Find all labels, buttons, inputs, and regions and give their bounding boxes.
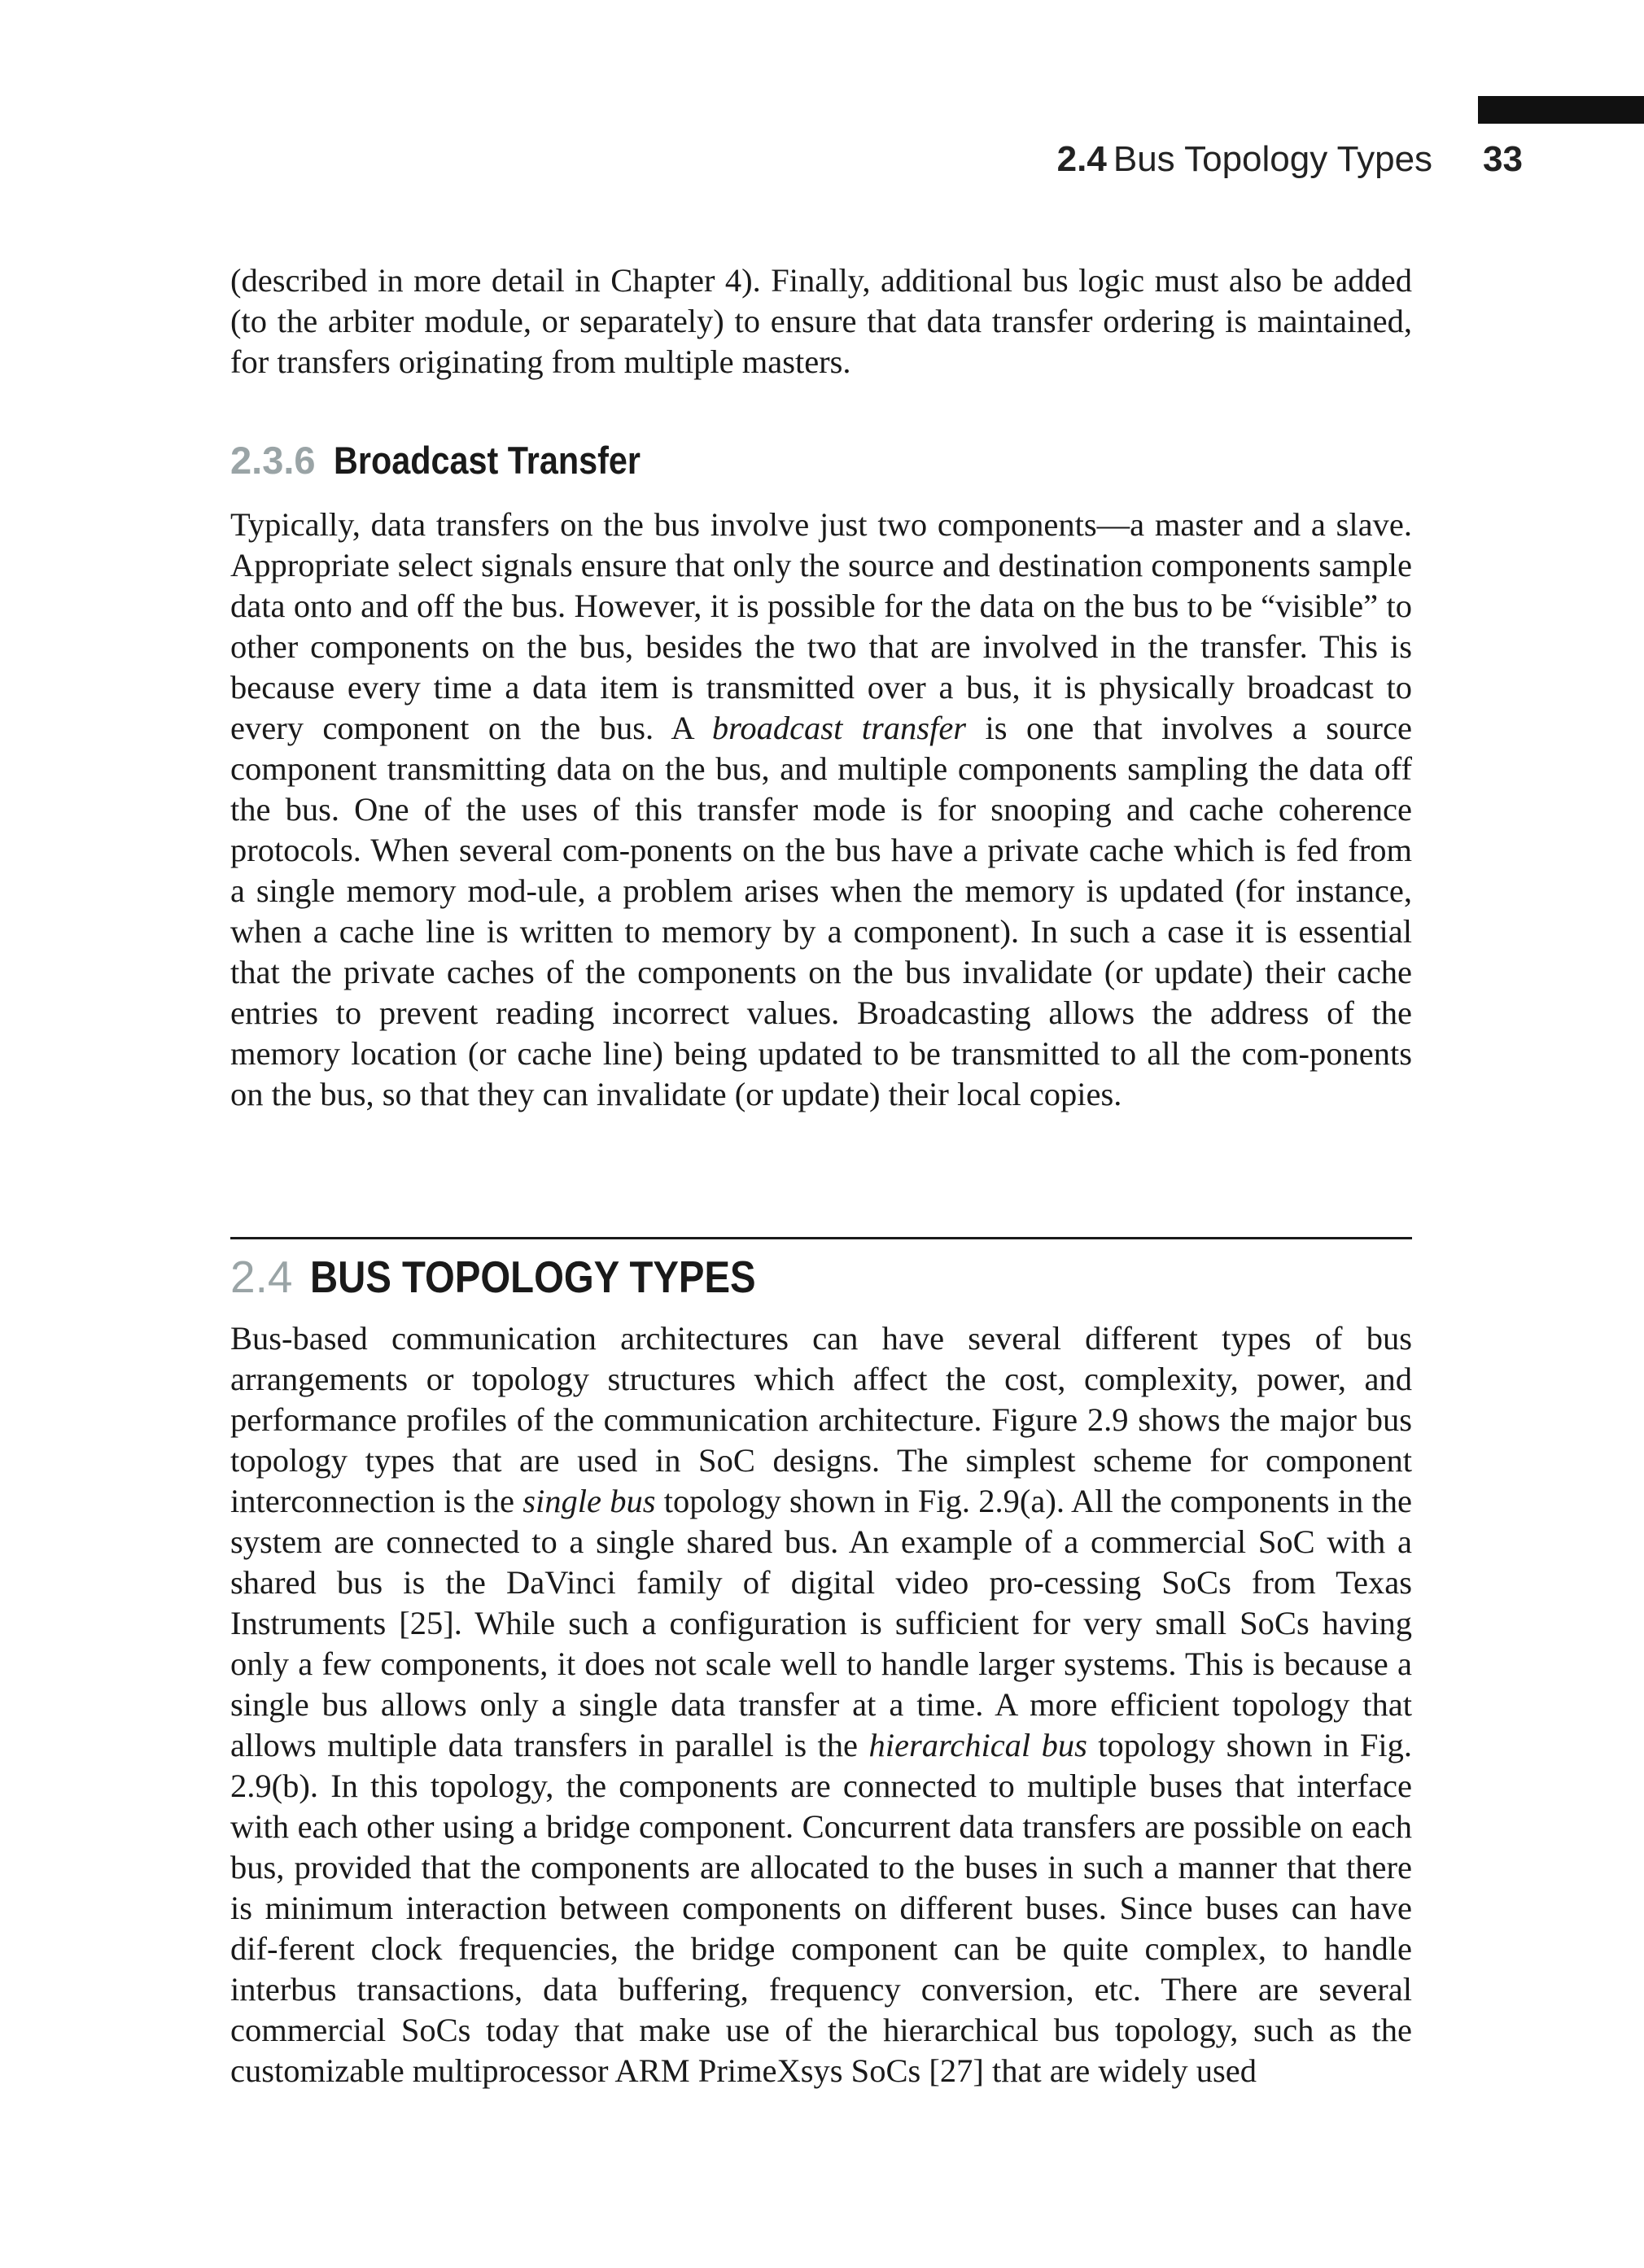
term-hierarchical-bus: hierarchical bus bbox=[868, 1727, 1087, 1763]
section-number: 2.4 bbox=[230, 1252, 293, 1302]
paragraph-2-text bbox=[230, 505, 1412, 1115]
subsection-title: Broadcast Transfer bbox=[333, 439, 641, 482]
subsection-number: 2.3.6 bbox=[230, 439, 316, 482]
paragraph-bus-topology-types bbox=[230, 1318, 1412, 2091]
paragraph-broadcast-transfer bbox=[230, 505, 1412, 1115]
section-title: BUS TOPOLOGY TYPES bbox=[310, 1252, 757, 1302]
term-broadcast-transfer: broadcast transfer bbox=[711, 710, 967, 746]
running-head-section-title: Bus Topology Types bbox=[1113, 139, 1433, 179]
running-head bbox=[895, 135, 1523, 184]
section-heading bbox=[230, 1250, 1412, 1304]
running-head-section-number: 2.4 bbox=[1056, 139, 1107, 179]
paragraph-continued bbox=[230, 260, 1412, 382]
page-number: 33 bbox=[1483, 139, 1523, 179]
paragraph-2-part-1: Typically, data transfers on the bus involve just two components—a master and a slave. Appropriate select signals ensure that only the source and destination components sample data onto and off the bus. However, it is possible for the data on the bus to be “visible” to other components on the bus, besides the two that are involved in the transfer. This is because every time a data item is transmitted over a bus, it is physically broadcast to every component on the bus. A bbox=[230, 506, 1412, 746]
subsection-heading bbox=[230, 436, 1412, 485]
paragraph-3-text bbox=[230, 1318, 1412, 2091]
term-single-bus: single bus bbox=[522, 1483, 656, 1519]
chapter-tab-marker bbox=[1478, 96, 1644, 124]
paragraph-2-part-2: is one that involves a source component transmitting data on the bus, and multiple components sampling the data off the bus. One of the uses of this transfer mode is for snooping and cache coherence protocols. When several com-ponents on the bus have a private cache which is fed from a single memory mod-ule, a problem arises when the memory is updated (for instance, when a cache line is written to memory by a component). In such a case it is essential that the private caches of the components on the bus invalidate (or update) their cache entries to prevent reading incorrect values. Broadcasting allows the address of the memory location (or cache line) being updated to be transmitted to all the com-ponents on the bus, so that they can invalidate (or update) their local copies. bbox=[230, 710, 1412, 1112]
paragraph-3-part-2: topology shown in Fig. 2.9(a). All the components in the system are connected to a single shared bus. An example of a commercial SoC with a shared bus is the DaVinci family of digital video pro-cessing SoCs from Texas Instruments [25]. While such a configuration is sufficient for very small SoCs having only a few components, it does not scale well to handle larger systems. This is because a single bus allows only a single data transfer at a time. A more efficient topology that allows multiple data transfers in parallel is the bbox=[230, 1483, 1412, 1763]
paragraph-1-text: (described in more detail in Chapter 4). Finally, additional bus logic must also be added (to the arbiter module, or separately) to ensure that data transfer ordering is maintained, for transfers originating from multiple masters. bbox=[230, 262, 1412, 380]
section-divider-rule bbox=[230, 1237, 1412, 1239]
paragraph-3-part-3: topology shown in Fig. 2.9(b). In this topology, the components are connected to multiple buses that interface with each other using a bridge component. Concurrent data transfers are possible on each bus, provided that the components are allocated to the buses in such a manner that there is minimum interaction between components on different buses. Since buses can have dif-ferent clock frequencies, the bridge component can be quite complex, to handle interbus transactions, data buffering, frequency conversion, etc. There are several commercial SoCs today that make use of the hierarchical bus topology, such as the customizable multiprocessor ARM PrimeXsys SoCs [27] that are widely used bbox=[230, 1727, 1413, 2089]
paragraph-3-part-1: Bus-based communication architectures can have several different types of bus arrangements or topology structures which affect the cost, complexity, power, and performance profiles of the communication architecture. Figure 2.9 shows the major bus topology types that are used in SoC designs. The simplest scheme for component interconnection is the bbox=[230, 1320, 1412, 1519]
